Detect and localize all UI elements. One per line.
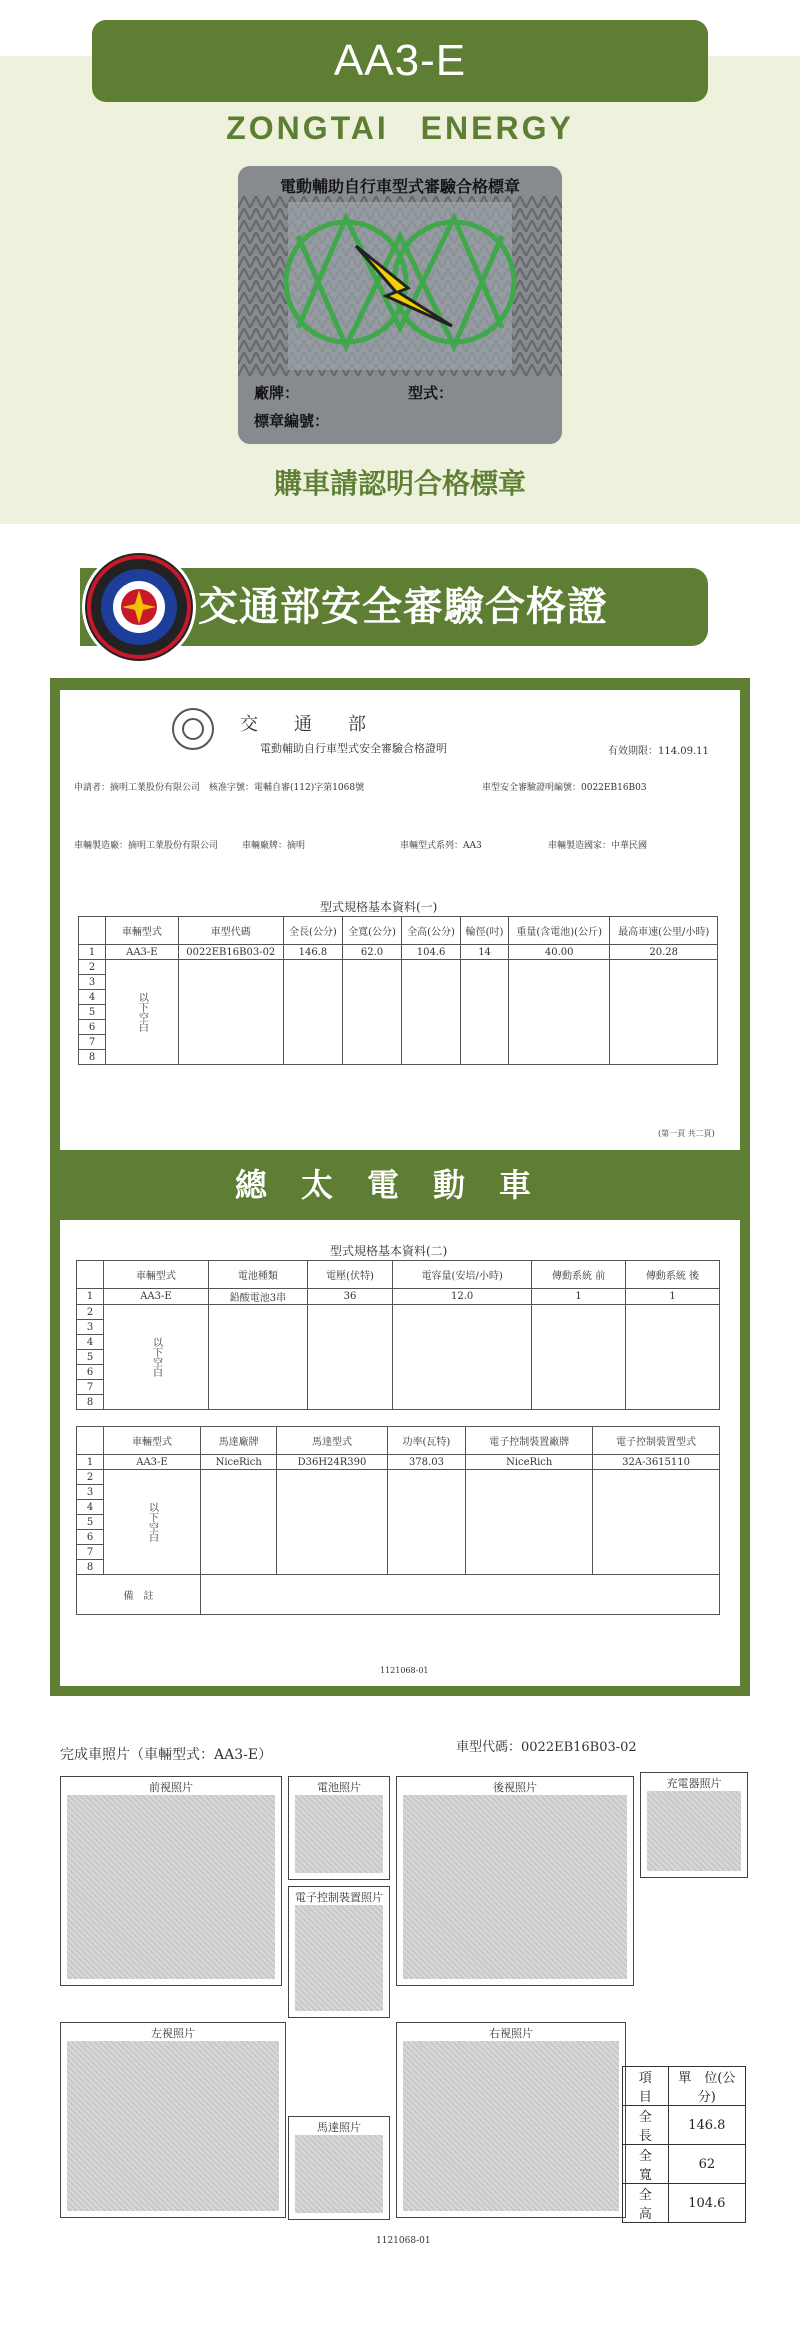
photo-caption: 後視照片 bbox=[493, 1781, 537, 1794]
table-cell: 全 高 bbox=[623, 2184, 669, 2223]
table-cell: 62.0 bbox=[342, 945, 401, 960]
table-cell: 40.00 bbox=[509, 945, 610, 960]
table-header: 電子控制裝置廠牌 bbox=[466, 1427, 593, 1455]
table-cell: AA3-E bbox=[106, 945, 179, 960]
company-band: 總太電動車 bbox=[234, 1166, 565, 1204]
table-header: 重量(含電池)(公斤) bbox=[509, 917, 610, 945]
model-banner bbox=[92, 20, 708, 102]
table-header: 車型代碼 bbox=[178, 917, 283, 945]
vehicle-brand: 車輛廠牌：摘明 bbox=[242, 841, 306, 851]
photo-caption: 左視照片 bbox=[151, 2027, 195, 2040]
table-row bbox=[623, 2145, 746, 2184]
spec-table-1: 車輛型式 車型代碼 全長(公分) 全寬(公分) 全高(公分) 輪徑(吋) 重量(含電池)(公斤) 最高車速(公里/小時) 1 AA3-E 0022EB16B03-02 146.8 62.0 104.6 14 40.00 20.28 2 以下空白 3 4 5 6 7 8 bbox=[78, 916, 718, 1065]
table-cell: 32A-3615110 bbox=[593, 1455, 720, 1470]
table-header: 馬達型式 bbox=[277, 1427, 387, 1455]
vehicle-series: 車輛型式系列：AA3 bbox=[400, 841, 482, 851]
motor-photo bbox=[288, 2116, 390, 2220]
manufacturer: 車輛製造廠：摘明工業股份有限公司 bbox=[74, 841, 219, 851]
certificate-page-2 bbox=[60, 1220, 740, 1686]
seal-icon bbox=[170, 706, 216, 752]
table-cell: 146.8 bbox=[668, 2106, 745, 2145]
label-type-field: 型式： bbox=[408, 384, 454, 402]
spec-table-2: 車輛型式 電池種類 電壓(伏特) 電容量(安培/小時) 傳動系統 前 傳動系統 後 1 AA3-E 鉛酸電池3串 36 12.0 1 1 2 以下空白 3 4 5 6 7 8 bbox=[76, 1260, 720, 1410]
brand-name: ZONGTAI ENERGY bbox=[226, 110, 574, 146]
table-cell: 0022EB16B03-02 bbox=[178, 945, 283, 960]
table-row: 1 AA3-E 鉛酸電池3串 36 12.0 1 1 bbox=[77, 1289, 720, 1305]
photo-caption: 馬達照片 bbox=[317, 2121, 361, 2134]
table-header: 電容量(安培/小時) bbox=[393, 1261, 532, 1289]
table-cell: 全 寬 bbox=[623, 2145, 669, 2184]
dimension-table bbox=[622, 2066, 746, 2223]
table-cell: 1 bbox=[626, 1289, 720, 1305]
ministry-emblem-icon bbox=[80, 548, 198, 666]
table-header: 全長(公分) bbox=[283, 917, 342, 945]
controller-photo bbox=[288, 1886, 390, 2018]
table-header: 馬達廠牌 bbox=[200, 1427, 276, 1455]
table-row: 1 AA3-E 0022EB16B03-02 146.8 62.0 104.6 14 40.00 20.28 bbox=[79, 945, 718, 960]
cert-doc-title: 電動輔助自行車型式安全審驗合格證明 bbox=[260, 742, 447, 755]
table-cell: 1 bbox=[532, 1289, 626, 1305]
table-header: 單 位(公分) bbox=[668, 2067, 745, 2106]
photos-doc-number: 1121068-01 bbox=[376, 2236, 431, 2246]
model-name: AA3-E bbox=[333, 36, 467, 85]
label-title: 電動輔助自行車型式審驗合格標章 bbox=[279, 177, 520, 196]
table-cell: 378.03 bbox=[387, 1455, 466, 1470]
charger-photo bbox=[640, 1772, 748, 1878]
left-photo bbox=[60, 2022, 286, 2218]
photo-caption: 右視照片 bbox=[489, 2027, 533, 2040]
photo-caption: 電池照片 bbox=[317, 1781, 361, 1794]
table-header: 全高(公分) bbox=[402, 917, 461, 945]
manufacture-country: 車輛製造國家：中華民國 bbox=[548, 841, 648, 851]
photo-caption: 充電器照片 bbox=[666, 1777, 722, 1790]
right-photo bbox=[396, 2022, 626, 2218]
table-row bbox=[623, 2184, 746, 2223]
photo-caption: 前視照片 bbox=[149, 1781, 193, 1794]
ministry-name: 交 通 部 bbox=[240, 714, 366, 735]
label-brand-field: 廠牌： bbox=[254, 384, 300, 402]
table-header: 傳動系統 前 bbox=[532, 1261, 626, 1289]
table-cell: AA3-E bbox=[104, 1289, 209, 1305]
cert-number: 車型安全審驗證明編號：0022EB16B03 bbox=[482, 783, 647, 793]
table-header: 全寬(公分) bbox=[342, 917, 401, 945]
table-header: 車輛型式 bbox=[106, 917, 179, 945]
table-cell: 36 bbox=[307, 1289, 392, 1305]
spec-table-3: 車輛型式 馬達廠牌 馬達型式 功率(瓦特) 電子控制裝置廠牌 電子控制裝置型式 1 AA3-E NiceRich D36H24R390 378.03 NiceRich 32A-3615110 2 以下空白 3 4 5 6 7 8 備 註 bbox=[76, 1426, 720, 1615]
certificate-page-1 bbox=[60, 690, 740, 1150]
spec-table-1-title: 型式規格基本資料(一) bbox=[320, 900, 438, 914]
table-row bbox=[623, 2106, 746, 2145]
table-cell: 62 bbox=[668, 2145, 745, 2184]
expiry-date: 有效期限：114.09.11 bbox=[608, 746, 709, 757]
table-header: 輪徑(吋) bbox=[461, 917, 509, 945]
table-cell: 146.8 bbox=[283, 945, 342, 960]
table-cell: 全 長 bbox=[623, 2106, 669, 2145]
table-header: 傳動系統 後 bbox=[626, 1261, 720, 1289]
page-footer: (第一頁 共二頁) bbox=[658, 1129, 715, 1138]
photos-title: 完成車照片（車輛型式：AA3-E） bbox=[60, 1747, 273, 1763]
table-cell: 104.6 bbox=[402, 945, 461, 960]
remarks-label: 備 註 bbox=[77, 1575, 201, 1615]
table-cell: AA3-E bbox=[104, 1455, 201, 1470]
table-header: 最高車速(公里/小時) bbox=[610, 917, 718, 945]
table-cell: NiceRich bbox=[466, 1455, 593, 1470]
table-cell: NiceRich bbox=[200, 1455, 276, 1470]
photos-code: 車型代碼：0022EB16B03-02 bbox=[456, 1740, 637, 1755]
table-header: 車輛型式 bbox=[104, 1261, 209, 1289]
page-footer-code: 1121068-01 bbox=[380, 1666, 429, 1675]
photo-caption: 電子控制裝置照片 bbox=[295, 1891, 383, 1904]
blank-note: 以下空白 bbox=[104, 1470, 201, 1575]
table-header: 電池種類 bbox=[208, 1261, 307, 1289]
blank-note: 以下空白 bbox=[106, 960, 179, 1065]
table-cell: 20.28 bbox=[610, 945, 718, 960]
lightning-emblem bbox=[238, 196, 562, 376]
label-serial-field: 標章編號： bbox=[254, 412, 330, 430]
table-header: 電壓(伏特) bbox=[307, 1261, 392, 1289]
purchase-notice: 購車請認明合格標章 bbox=[273, 467, 526, 500]
table-cell: 14 bbox=[461, 945, 509, 960]
certificate-frame bbox=[50, 678, 750, 1696]
table-cell: 12.0 bbox=[393, 1289, 532, 1305]
table-row: 1 AA3-E NiceRich D36H24R390 378.03 NiceRich 32A-3615110 bbox=[77, 1455, 720, 1470]
vehicle-photos-page bbox=[56, 1736, 756, 2256]
table-cell: 鉛酸電池3串 bbox=[208, 1289, 307, 1305]
certification-label bbox=[238, 166, 562, 444]
table-header: 電子控制裝置型式 bbox=[593, 1427, 720, 1455]
table-header: 車輛型式 bbox=[104, 1427, 201, 1455]
rear-photo bbox=[396, 1776, 634, 1986]
moto-certificate-title: 交通部安全審驗合格證 bbox=[198, 584, 608, 630]
table-cell: D36H24R390 bbox=[277, 1455, 387, 1470]
blank-note: 以下空白 bbox=[104, 1305, 209, 1410]
table-header: 項 目 bbox=[623, 2067, 669, 2106]
table-cell: 104.6 bbox=[668, 2184, 745, 2223]
battery-photo bbox=[288, 1776, 390, 1880]
spec-table-2-title: 型式規格基本資料(二) bbox=[330, 1244, 448, 1258]
applicant-line: 申請者：摘明工業股份有限公司 核准字號：電輔自審(112)字第1068號 bbox=[74, 783, 365, 793]
front-photo bbox=[60, 1776, 282, 1986]
table-header: 功率(瓦特) bbox=[387, 1427, 466, 1455]
